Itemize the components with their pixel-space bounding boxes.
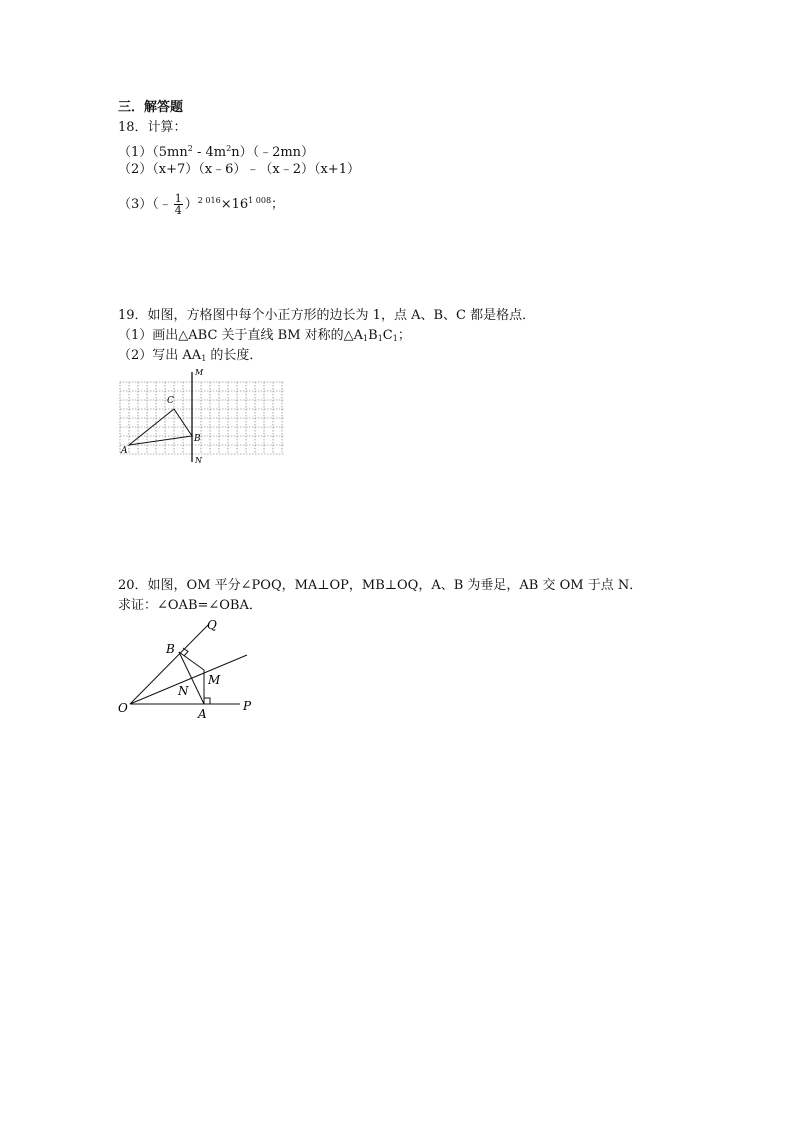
angle-figure xyxy=(112,612,272,724)
label-n: N xyxy=(195,456,202,465)
segment-mb xyxy=(179,652,204,670)
fraction-one-quarter: $\frac{1}{4}$ xyxy=(174,192,182,217)
q19-part1: （1）画出△ABC 关于直线 BM 对称的$\triangle A_1B_1C_1$； xyxy=(118,328,411,343)
label-m: M xyxy=(195,368,204,377)
label-q: Q xyxy=(207,618,217,632)
q18-heading: 18．计算： xyxy=(118,120,187,135)
label-o: O xyxy=(118,701,128,715)
label-a: A xyxy=(121,446,128,456)
q18-part1: $(1)(5mn^2$ - $4m^2n)(﹣2mn)$ xyxy=(118,144,315,160)
section-title: 三．解答题 xyxy=(118,100,184,115)
q20-prove: 求证：∠OAB=∠OBA． xyxy=(118,598,262,613)
q19-part2: （2）写出 $AA_1$ 的长度． xyxy=(118,348,263,363)
right-angle-a xyxy=(204,698,210,704)
grid-figure xyxy=(115,365,295,467)
q18-part3: （3）（﹣ $\frac{1}{4}$ ）$^{2 016}\times 16^{1 008}$； xyxy=(118,192,285,217)
q20-heading: 20．如图，OM 平分∠POQ，MA⊥OP，MB⊥OQ，A、B 为垂足，AB 交 OM 于点 N． xyxy=(118,578,643,593)
label-b: B xyxy=(194,434,201,444)
label-b2: B xyxy=(166,642,175,656)
ray-om xyxy=(130,655,247,704)
label-a2: A xyxy=(198,707,207,721)
label-c: C xyxy=(167,396,174,406)
label-p: P xyxy=(243,699,252,713)
label-n2: N xyxy=(178,684,189,698)
q18-part2: （2）（x+7）（x﹣6）﹣（x﹣2）（x+1） xyxy=(118,162,360,177)
q19-heading: 19．如图，方格图中每个小正方形的边长为 1，点 A、B、C 都是格点． xyxy=(118,308,536,323)
label-m2: M xyxy=(208,673,221,687)
